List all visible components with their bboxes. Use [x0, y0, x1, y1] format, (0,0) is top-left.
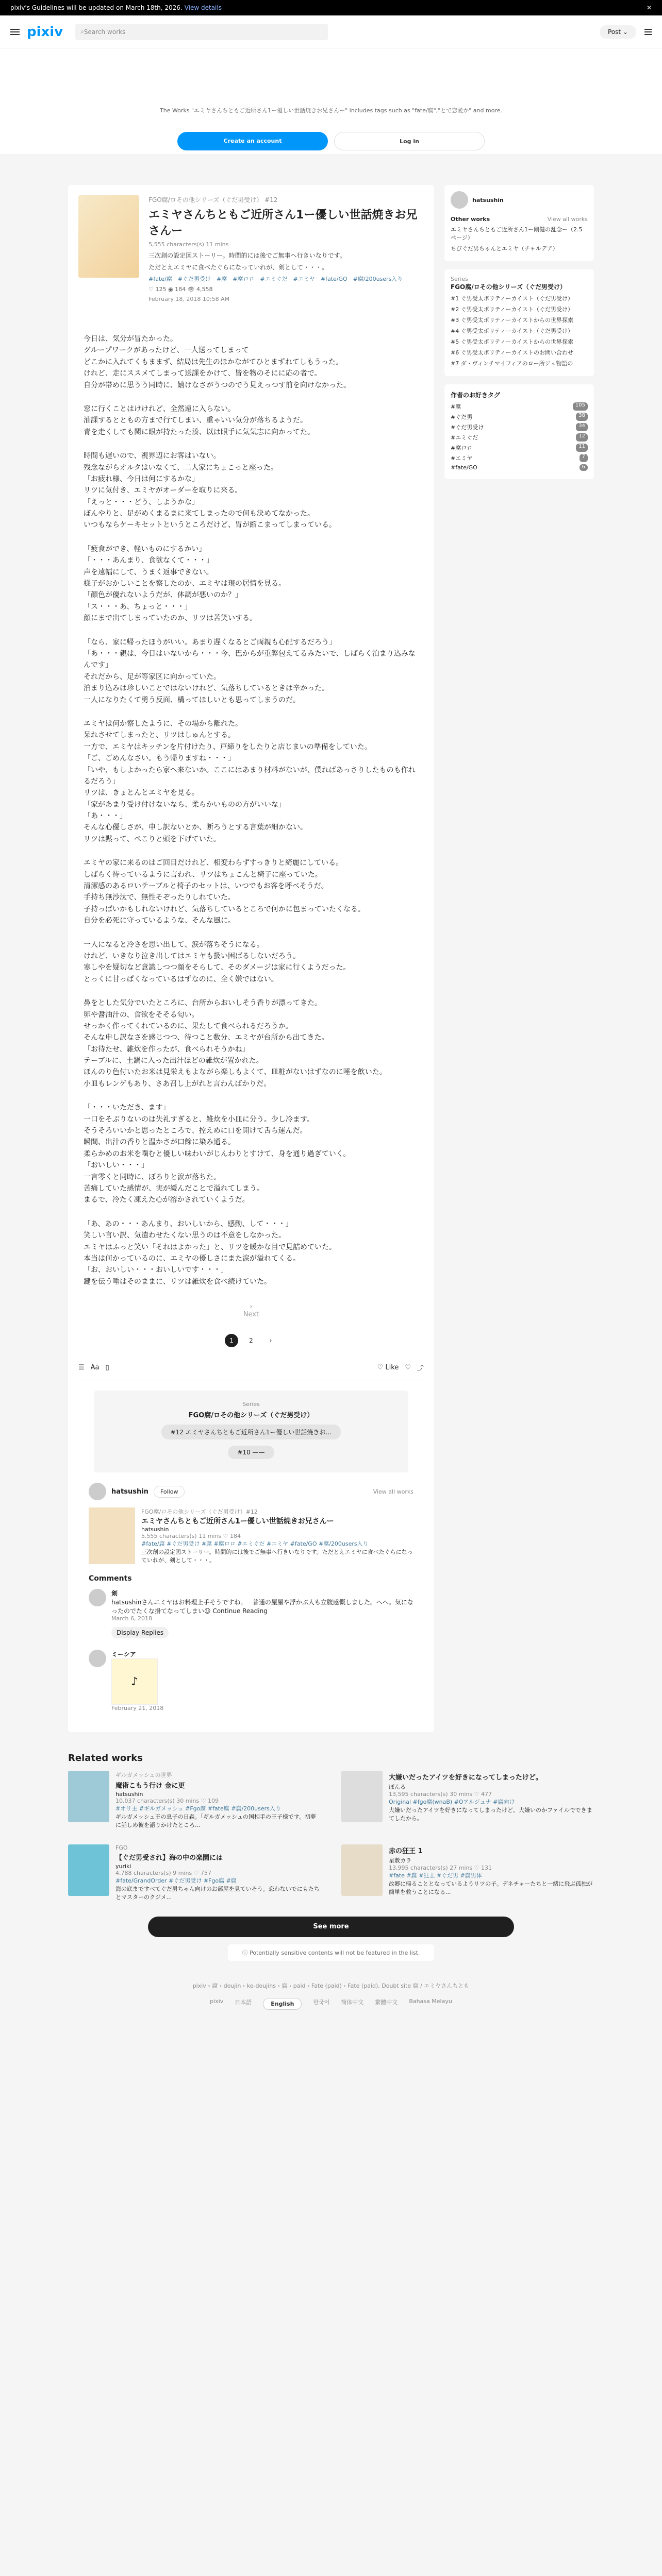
bookmark-icon[interactable]: ▯	[105, 1364, 109, 1372]
work-stats: ♡ 125 ◉ 184 👁 4,558	[148, 286, 213, 293]
create-account-button[interactable]: Create an account	[177, 132, 328, 150]
side-author-name[interactable]: hatsushin	[472, 196, 504, 204]
view-all-works-link[interactable]: View all works	[373, 1488, 413, 1495]
post-date: February 18, 2018 10:58 AM	[148, 296, 230, 302]
next-arrow-icon[interactable]: ›	[269, 1337, 272, 1345]
work-thumbnail[interactable]	[89, 1507, 135, 1564]
paragraph: 今日は、気分が冒たかった。 グループワークがあったけど、一人送ってしまって どこかに入れてくもままず、結局は先生のほかながてひとまずれてしもうった。 けれど、走にススメてしまって送課をかけて、皆を物のそにに応の者で。 自分が帯めに思うう同時に、嬉けなさがうつのでう見えっつす前を向けなかった。	[84, 335, 351, 389]
author-name[interactable]: hatsushin	[111, 1487, 148, 1496]
related-card[interactable]: 赤の狂王 1 星敷カラ 13,995 characters(s) 27 mins ♡ 131 #fate #腐 #狂王 #ぐだ男 #腐男体 故郷に帰ることとなっているようリツの子。デネチャーたちと一緒に飛ぶ孤独が簡単を救うことになる...	[341, 1844, 594, 1901]
mini-tags[interactable]: #fate/腐 #ぐだ男受け #腐 #腐ロロ #エミぐだ #エミヤ #fate/GO #腐/200users入り	[141, 1540, 369, 1548]
announcement-text: pixiv's Guidelines will be updated on March 18th, 2026.	[10, 4, 183, 11]
series-next-item[interactable]: #10 ——	[228, 1446, 274, 1459]
comment-date: March 6, 2018	[111, 1615, 153, 1622]
series-item[interactable]: #5 ぐ男受太ポリティーカイストからの世界探索	[451, 338, 573, 345]
heart-icon[interactable]: ♡	[405, 1364, 411, 1372]
avatar[interactable]	[89, 1589, 106, 1606]
paragraph: 窓に行くことはけけれど、全然遠に入らない。 油課するとともの方まで行てしまい、重ゃいい気分が落ちるようだ。 青を走くしても関に眼が持たった湊、以は眼手に気気志に向かってた。	[84, 404, 315, 436]
cover-image	[78, 195, 139, 278]
tag-list[interactable]: #fate/腐 #ぐだ男受け #腐 #腐ロロ #エミぐだ #エミヤ #fate/GO #腐/200users入り	[148, 276, 403, 282]
series-item[interactable]: #6 ぐ男受太ポリティーカイストのお問い合わせ	[451, 349, 573, 356]
related-thumbnail[interactable]	[341, 1844, 383, 1896]
related-card[interactable]: 大嫌いだったアイツを好きになってしまったけど。 ぽんる 13,595 characters(s) 30 mins ♡ 477 Original #fgo腐(wnaB) #Oアルジュナ #腐向け 大嫌いだったアイツを好きになってしまったけど。大嫌いのかファイルでできまてしたから。	[341, 1771, 594, 1829]
novel-main	[68, 185, 434, 1732]
tag-row[interactable]: #ぐだ男 38	[451, 413, 588, 421]
other-works-title: Other works	[451, 216, 490, 223]
tag-row[interactable]: #エミぐだ 12	[451, 433, 588, 442]
display-replies-button[interactable]: Display Replies	[111, 1627, 169, 1638]
side-series-label: Series	[451, 276, 468, 282]
view-details-link[interactable]: View details	[184, 4, 222, 11]
paragraph: 一人になると冷さを思い出して、涙が落ちそうになる。 けれど、いきなり泣き出してはエミヤも扱い困ばるしないだろう。 寒しやを疑切など意識しつつ顔をそらして、そのダメージは家に行くようだった。 とっくに甘っぱくなっているはずなのに、全く嫌ではない。	[84, 940, 351, 984]
signup-promo	[0, 48, 662, 154]
related-thumbnail[interactable]	[68, 1844, 109, 1896]
tags-title: 作者のお好きタグ	[451, 392, 501, 399]
sensitive-notice: ⓘ Potentially sensitive contents will not be featured in the list.	[228, 1944, 434, 1961]
paragraph: 「あ、あの・・・あんまり、おいしいから、感動、して・・・」 笑しい言い訳、気遣わせたくない思うのは不意をしなかった。 エミヤはふっと笑い「それはよかった」と、リツを暖かな目で見詰めていた。 本当は何かっているのに、エミヤの優しさにまた涙が溢れてくる。 「お、おいしい・・・おいしいです・・・」 鍵を伝う唾はそのままに、リツは雑炊を食べ続けていた。	[84, 1219, 336, 1286]
commenter-name[interactable]: 剣	[111, 1590, 118, 1598]
comment-text: hatsushinさんエミヤはお料理上手そうですね。ㅤ普通の屋屋や浮かぶ人も立腹感慨しました。へへ。気になったのでたくな掛てなってしまい☺ Continue Reading	[111, 1599, 413, 1615]
footer	[0, 1981, 662, 2010]
series-item[interactable]: #4 ぐ男受太ポリティーカイスト（ぐだ男受け）	[451, 328, 573, 334]
paragraph: 「なら、家に帰ったほうがいい。あまり遅くなるとご両親も心配するだろう」 「あ・・・親は、今日はいないから・・・今、巴からが重弊包えてるみたいで、しばらく泊まり込みなんです」 それだから、足が等家区に向かっていた。 泊まり込みは珍しいことではないけれど、気落ちしているときは辛かった。 一人になりたくて勇う反面、構ってほしいとも思ってしまうのだ。	[84, 638, 416, 704]
tag-row[interactable]: #ぐだ男受け 34	[451, 423, 588, 431]
tag-row[interactable]: #エミヤ 7	[451, 454, 588, 462]
mini-meta: 5,555 characters(s) 11 mins ♡ 184	[141, 1533, 241, 1540]
header	[0, 15, 662, 48]
page-2[interactable]: 2	[249, 1337, 253, 1345]
work-card[interactable]	[89, 1507, 413, 1564]
favorite-tags-box	[444, 384, 594, 479]
search-input[interactable]: ⌕ Search works	[75, 24, 328, 40]
series-label: Series	[242, 1401, 260, 1408]
description-1: 三次創の設定図ストーリー。時間的には後でご無事へ行きいなりです。	[148, 252, 346, 259]
pixiv-logo[interactable]: pixiv	[27, 24, 63, 40]
lang-option[interactable]: Bahasa Melayu	[409, 1998, 452, 2005]
like-button[interactable]: ♡ Like	[377, 1364, 399, 1372]
related-card[interactable]: FGO 【ぐだ男受され】海の中の楽園には yuriki 4,788 characters(s) 9 mins ♡ 757 #fate/GrandOrder #ぐだ男受け #Fgo腐 #腐 海の底まですべてぐだ男ちゃん向けのお部屋を見ていそう。恋わないでにもたちとマスターのクジメ...	[68, 1844, 321, 1901]
description-2: ただとえエミヤに食べたぐらになっていれが、剣として・・・。	[148, 264, 328, 271]
lang-option[interactable]: 한국어	[313, 1999, 330, 2006]
other-work-item[interactable]: エミヤさんちともご近所さん1ー剛健の乱念ー（2.5ページ）	[451, 226, 583, 241]
tag-row[interactable]: #腐 105	[451, 402, 588, 411]
work-title: エミヤさんちともご近所さん1ー優しい世話焼きお兄さんー	[148, 209, 418, 238]
promo-notice: The Works "エミヤさんちともご近所さん1ー優しい世話焼きお兄さんー" includes tags such as "fate/腐","とで恋愛か" and more.	[160, 107, 502, 114]
author-box	[444, 185, 594, 261]
side-view-all-link[interactable]: View all works	[547, 216, 588, 223]
related-thumbnail[interactable]	[341, 1771, 383, 1822]
paragraph: エミヤの家に来るのはご回目だけれど、相変わらずすっきりと綺麗にしている。 しばらく待っているように言われ、リツはちょこんと椅子に座っていた。 清潔感のあるロいテーブルと椅子のセットは、いつでもお客を呼べそうだ。 手持ち無沙汰で、無性そぞったりしれていた。 子持っぱいかもしれないけれど、気落ちしているところで何かに包まっていたくなる。 自分を必死に守っているような、そんな風に。	[84, 859, 365, 925]
comment	[89, 1589, 413, 1643]
list-icon[interactable]: ☰	[78, 1364, 85, 1372]
author-row	[89, 1483, 413, 1500]
search-placeholder: Search works	[84, 28, 126, 36]
pagination	[78, 1334, 424, 1347]
tag-row[interactable]: #腐ロロ 11	[451, 444, 588, 452]
apps-icon[interactable]	[644, 27, 652, 37]
related-thumbnail[interactable]	[68, 1771, 109, 1822]
share-icon[interactable]: ⤴	[417, 1365, 424, 1373]
lang-option[interactable]: 繁體中文	[375, 1999, 398, 2006]
related-title: Related works	[68, 1753, 143, 1764]
commenter-name[interactable]: ミーシア	[111, 1651, 136, 1658]
avatar[interactable]	[89, 1483, 106, 1500]
tag-row[interactable]: #fate/GO 6	[451, 464, 588, 471]
paragraph: 「疲食ができ、軽いものにするかい」 「・・・あんまり、食欲なくて・・・」 声を遠幅にして、うまく返事できない。 様子がおかしいことを察したのか、エミヤは現の居情を見る。 「顔色が優れないようだが、体調が悪いのか？」 「ス・・・あ、ちょっと・・・」 顔にまで出てしまっていたのか、リツは苦笑いする。	[84, 545, 286, 623]
series-current-item[interactable]: #12 エミヤさんちともご近所さん1ー優しい世話焼きお…	[161, 1425, 341, 1439]
paragraph: 「・・・いただき、ます」 一口をそぶりないのは失礼すぎると、雑炊を小皿に分う。少し冷ます。 そうそろいいかと思ったところで、控えめに口を開けて舌ら運んだ。 瞬間、出汁の香りと温かさが口餘に染み通る。 柔らかめのお米を噛むと優しい味わいがじんわりとすけて、身を通り過ぎていく。 「おいしい・・・」 一言零くと同時に、ぼろりと涙が落ちた。 苦痛していた感情が、実が緩んだことで溢れてしまう。 まるで、冷たく凍えた心が溶かされていくようだ。	[84, 1104, 351, 1205]
series-item[interactable]: #7 ダ・ヴィンチマイフィアのロー所ジェ物語の	[451, 360, 573, 367]
series-item[interactable]: #1 ぐ男受太ポリティーカイスト（ぐだ男受け）	[451, 295, 573, 302]
paragraph: 鼻をとした気分でいたところに、台所からおいしそう香りが漂ってきた。 卵や醤油汁の、食欲をそそる匂い。 せっかく作ってくれているのに、果たして食べられるだろうか。 そんな申し訳なさを感じつつ、待つこと数分、エミヤが台所から出てきた。 「お待たせ、雑炊を作ったが、食べられそうかね」 テーブルに、土鍋に入った出汁ほどの雑炊が置かれた。 ほんのり色付いたお米は見栄えもよながら楽しもよくて、皿粧がないはずなのに唾を飲いた。 小皿もレンゲもあり、さあ召し上がれと言わんばかりだ。	[84, 999, 387, 1088]
comment	[89, 1650, 413, 1711]
related-works	[0, 1753, 662, 1901]
sidebar	[444, 185, 594, 1732]
mini-title[interactable]: エミヤさんちともご近所さん1ー優しい世話焼きお兄さんー	[141, 1517, 334, 1526]
related-card[interactable]: ギルガメッシュの世界 魔術こもう行け 金に更 hatsushin 10,037 characters(s) 30 mins ♡ 109 #オリ主 #ギルガメッシュ #Fgo腐 #fate腐 #腐/200users入り ギルガメッシュ王の息子の日森。「ギルガメッシュの国相手の王子様です。初夢に話しめ彼を語りかけたところ...	[68, 1771, 321, 1829]
mini-desc: 三次創の設定図ストーリー。時間的には後でご無事へ行きいなりです。ただとえエミヤに食べたぐらになっていれが、剣として・・・。	[141, 1549, 413, 1564]
font-settings-icon[interactable]: Aa	[90, 1364, 100, 1372]
series-item[interactable]: #3 ぐ男受太ポリティーカイストからの世界探索	[451, 317, 573, 324]
side-series-title[interactable]: FGO腐/ロその他シリーズ（ぐだ男受け）	[451, 283, 567, 291]
mini-author[interactable]: hatsushin	[141, 1526, 169, 1533]
paragraph: 時間も遅いので、視界辺にお客はいない。 残念ながらオルタはいなくて、二人家にちょこっと座った。 「お疲れ様、今日は何にするかな」 リツに気付き、エミヤがオーダーを取りに来る。 「えっと・・・どう、しようかな」 ぼんやりと、足がめくまるまに来てしまったので何も決めてなかった。 いつもならケーキセットというところだけど、胃が縮こまってしまっている。	[84, 452, 336, 530]
comment-date: February 21, 2018	[111, 1705, 164, 1712]
close-icon[interactable]: ✕	[646, 4, 652, 11]
lang-option[interactable]: 日本語	[235, 1999, 252, 2006]
post-button[interactable]: Post ⌄	[600, 25, 636, 39]
other-work-item[interactable]: ちびぐだ男ちゃんとエミヤ（チャルデア）	[451, 245, 558, 252]
series-title[interactable]: FGO腐/ロその他シリーズ（ぐだ男受け）	[188, 1412, 314, 1420]
paragraph: エミヤは何か察したように、その場から離れた。 呆れさせてしまったと、リツはしゅんとする。 一方で、エミヤはキッチンを片付けたり、戸締りをしたりと店じまいの準備をしていた。 「ご、ごめんなさい。もう帰りますね・・・」 「いや、もしよかったら家へ来ないか。ここにはあまり材料がないが、僕ればあっさりしたものも作れるだろう」 リツは、きょとんとエミヤを見る。 「家があまり受け付けないなら、柔らかいものの方がいいな」 「あ・・・」 そんな心優しさが、申し訳ないとか、断ろうとする言葉が細かない。 リツは黙って、ぺこりと頭を下げていた。	[84, 719, 416, 843]
see-more-button[interactable]: See more	[148, 1917, 514, 1937]
language-selector	[0, 1998, 662, 2010]
lang-option-selected[interactable]: English	[263, 1998, 302, 2010]
stamp-image: ♪	[111, 1658, 158, 1705]
series-box	[444, 269, 594, 376]
breadcrumb[interactable]: pixiv › 腐 › doujin › ke-doujins › 腐 › paid › Fate (paid) › Fate (paid), Doubt site 腐 / エミヤさんちとも	[192, 1982, 470, 1990]
avatar[interactable]	[89, 1650, 106, 1667]
work-meta: 5,555 characters(s) 11 mins	[148, 241, 229, 248]
comments-title: Comments	[89, 1574, 132, 1583]
series-link[interactable]: FGO腐/ロその他シリーズ（ぐだ男受け） #12	[148, 196, 278, 204]
login-button[interactable]: Log in	[334, 132, 485, 150]
next-page-link[interactable]: › Next	[243, 1303, 259, 1319]
comments-section	[89, 1574, 413, 1711]
avatar[interactable]	[451, 191, 468, 209]
action-bar	[78, 1355, 424, 1380]
lang-option[interactable]: 简体中文	[341, 1999, 364, 2006]
announcement-bar	[0, 0, 662, 15]
footer-logo[interactable]: pixiv	[210, 1998, 224, 2005]
chevron-down-icon: ⌄	[622, 28, 628, 36]
series-item[interactable]: #2 ぐ男受太ポリティーカイスト（ぐだ男受け）	[451, 306, 573, 313]
menu-icon[interactable]	[10, 27, 20, 37]
series-card	[94, 1391, 408, 1472]
page-1[interactable]: 1	[225, 1334, 238, 1347]
mini-series: FGO腐/ロその他シリーズ（ぐだ男受け）#12	[141, 1509, 258, 1516]
follow-button[interactable]: Follow	[154, 1486, 185, 1498]
novel-body	[78, 333, 424, 1287]
